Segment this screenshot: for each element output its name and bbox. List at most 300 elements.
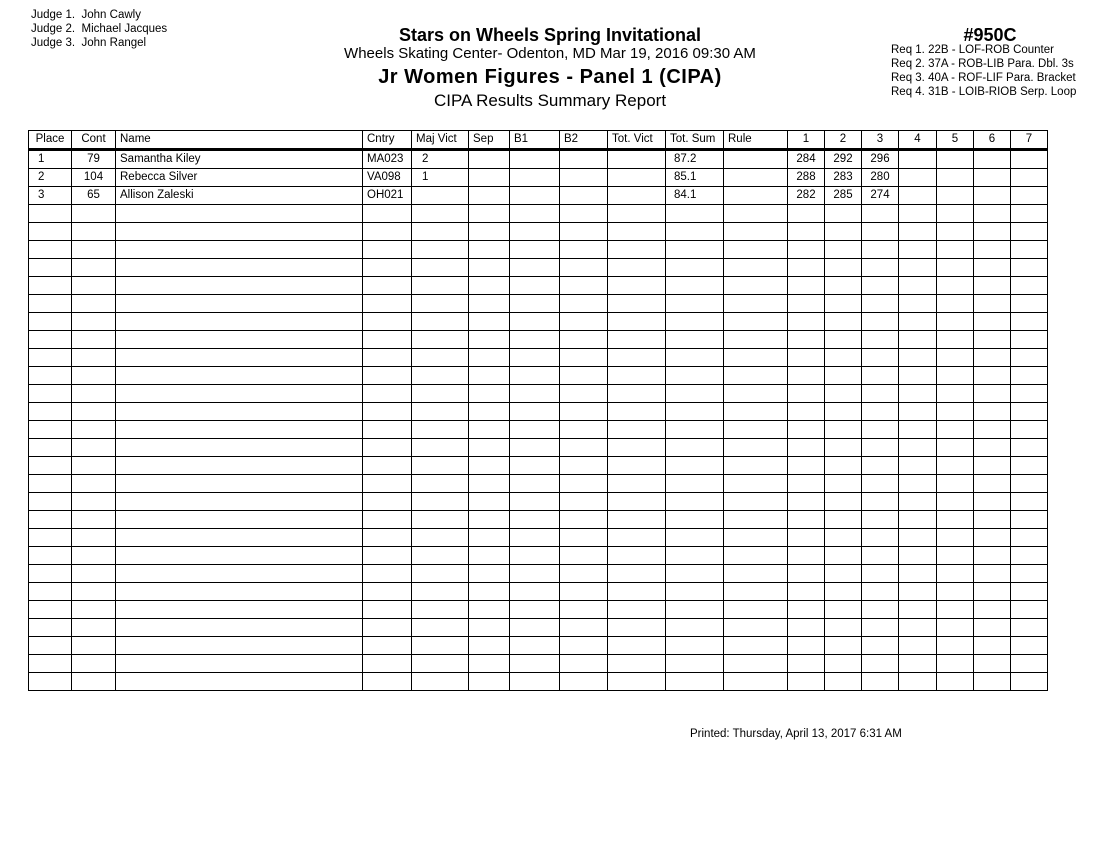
cell-b1: [510, 169, 560, 187]
empty-cell: [666, 601, 724, 619]
column-header: Rule: [724, 131, 788, 150]
empty-cell: [29, 313, 72, 331]
empty-cell: [116, 547, 363, 565]
empty-cell: [363, 511, 412, 529]
empty-cell: [1011, 619, 1048, 637]
empty-cell: [560, 601, 608, 619]
empty-cell: [469, 511, 510, 529]
column-header: 2: [825, 131, 862, 150]
empty-cell: [608, 565, 666, 583]
empty-cell: [469, 367, 510, 385]
empty-cell: [608, 457, 666, 475]
empty-cell: [724, 241, 788, 259]
empty-cell: [29, 277, 72, 295]
cell-cont: 79: [72, 150, 116, 169]
empty-cell: [560, 439, 608, 457]
empty-cell: [116, 313, 363, 331]
empty-cell: [1011, 295, 1048, 313]
empty-cell: [510, 277, 560, 295]
empty-cell: [724, 637, 788, 655]
empty-cell: [974, 223, 1011, 241]
empty-cell: [974, 637, 1011, 655]
empty-cell: [510, 511, 560, 529]
empty-cell: [469, 349, 510, 367]
empty-cell: [412, 385, 469, 403]
empty-cell: [1011, 565, 1048, 583]
empty-cell: [666, 457, 724, 475]
empty-cell: [29, 619, 72, 637]
empty-cell: [724, 403, 788, 421]
empty-cell: [560, 241, 608, 259]
empty-cell: [72, 331, 116, 349]
empty-cell: [469, 313, 510, 331]
empty-cell: [608, 223, 666, 241]
cell-s3: 280: [862, 169, 899, 187]
empty-cell: [363, 655, 412, 673]
empty-cell: [72, 475, 116, 493]
empty-cell: [469, 457, 510, 475]
empty-cell: [862, 241, 899, 259]
empty-cell: [937, 493, 974, 511]
empty-table-row: [29, 313, 1048, 331]
empty-cell: [29, 655, 72, 673]
empty-cell: [412, 295, 469, 313]
empty-cell: [666, 547, 724, 565]
empty-cell: [72, 349, 116, 367]
empty-cell: [825, 205, 862, 223]
empty-cell: [72, 673, 116, 691]
empty-table-row: [29, 331, 1048, 349]
empty-cell: [116, 421, 363, 439]
cell-name: Allison Zaleski: [116, 187, 363, 205]
empty-cell: [412, 349, 469, 367]
cell-s2: 285: [825, 187, 862, 205]
cell-place: 3: [29, 187, 72, 205]
column-header: 7: [1011, 131, 1048, 150]
empty-cell: [469, 637, 510, 655]
empty-cell: [469, 493, 510, 511]
empty-cell: [560, 529, 608, 547]
empty-table-row: [29, 655, 1048, 673]
cell-rule: [724, 169, 788, 187]
empty-cell: [788, 421, 825, 439]
empty-cell: [788, 565, 825, 583]
cell-maj-vict: 1: [412, 169, 469, 187]
empty-table-row: [29, 583, 1048, 601]
column-header: 3: [862, 131, 899, 150]
cell-cont: 104: [72, 169, 116, 187]
empty-cell: [724, 313, 788, 331]
empty-cell: [974, 331, 1011, 349]
empty-cell: [560, 493, 608, 511]
empty-cell: [724, 295, 788, 313]
empty-cell: [412, 655, 469, 673]
empty-table-row: [29, 385, 1048, 403]
empty-cell: [666, 367, 724, 385]
empty-cell: [412, 529, 469, 547]
empty-cell: [1011, 457, 1048, 475]
report-title: CIPA Results Summary Report: [433, 91, 667, 110]
cell-sep: [469, 150, 510, 169]
empty-cell: [29, 547, 72, 565]
empty-cell: [363, 385, 412, 403]
empty-cell: [116, 583, 363, 601]
empty-cell: [510, 241, 560, 259]
empty-cell: [899, 313, 937, 331]
empty-table-row: [29, 619, 1048, 637]
empty-cell: [116, 493, 363, 511]
empty-cell: [666, 385, 724, 403]
requirement-4: Req 4. 31B - LOIB-RIOB Serp. Loop: [891, 86, 1077, 98]
empty-cell: [974, 277, 1011, 295]
cell-s4: [899, 187, 937, 205]
empty-cell: [469, 205, 510, 223]
cell-tot-sum: 84.1: [666, 187, 724, 205]
empty-cell: [608, 295, 666, 313]
empty-cell: [412, 205, 469, 223]
cell-s6: [974, 187, 1011, 205]
empty-cell: [116, 457, 363, 475]
empty-cell: [899, 655, 937, 673]
empty-cell: [825, 241, 862, 259]
empty-table-row: [29, 223, 1048, 241]
empty-cell: [666, 475, 724, 493]
cell-cntry: VA098: [363, 169, 412, 187]
empty-cell: [510, 205, 560, 223]
cell-s5: [937, 150, 974, 169]
empty-cell: [899, 295, 937, 313]
empty-cell: [72, 277, 116, 295]
empty-cell: [788, 205, 825, 223]
empty-cell: [72, 439, 116, 457]
cell-cntry: MA023: [363, 150, 412, 169]
empty-cell: [72, 313, 116, 331]
empty-cell: [116, 619, 363, 637]
empty-cell: [899, 637, 937, 655]
empty-cell: [825, 295, 862, 313]
empty-cell: [72, 403, 116, 421]
empty-cell: [825, 277, 862, 295]
empty-cell: [72, 619, 116, 637]
empty-cell: [724, 475, 788, 493]
empty-cell: [608, 493, 666, 511]
empty-cell: [825, 529, 862, 547]
empty-cell: [608, 511, 666, 529]
empty-cell: [1011, 259, 1048, 277]
cell-s5: [937, 169, 974, 187]
empty-cell: [937, 295, 974, 313]
empty-cell: [974, 421, 1011, 439]
empty-cell: [29, 403, 72, 421]
column-header: Tot. Vict: [608, 131, 666, 150]
cell-s1: 288: [788, 169, 825, 187]
empty-cell: [510, 547, 560, 565]
empty-cell: [825, 259, 862, 277]
empty-cell: [412, 583, 469, 601]
empty-cell: [116, 475, 363, 493]
empty-cell: [412, 511, 469, 529]
empty-cell: [825, 403, 862, 421]
empty-cell: [560, 673, 608, 691]
empty-cell: [608, 439, 666, 457]
empty-cell: [825, 421, 862, 439]
cell-s1: 282: [788, 187, 825, 205]
empty-cell: [363, 205, 412, 223]
cell-rule: [724, 187, 788, 205]
empty-cell: [937, 223, 974, 241]
empty-cell: [29, 439, 72, 457]
empty-cell: [825, 565, 862, 583]
empty-cell: [899, 439, 937, 457]
printed-timestamp: Printed: Thursday, April 13, 2017 6:31 AM: [690, 728, 902, 740]
empty-cell: [937, 385, 974, 403]
empty-cell: [469, 295, 510, 313]
empty-cell: [862, 367, 899, 385]
empty-cell: [724, 619, 788, 637]
empty-cell: [666, 295, 724, 313]
empty-cell: [825, 475, 862, 493]
empty-cell: [862, 439, 899, 457]
empty-cell: [899, 421, 937, 439]
empty-cell: [862, 619, 899, 637]
empty-cell: [412, 277, 469, 295]
empty-cell: [862, 403, 899, 421]
empty-cell: [510, 367, 560, 385]
empty-cell: [937, 313, 974, 331]
venue-datetime: Wheels Skating Center- Odenton, MD Mar 19, 2016 09:30 AM: [344, 45, 756, 62]
empty-cell: [937, 529, 974, 547]
empty-table-row: [29, 637, 1048, 655]
empty-cell: [974, 259, 1011, 277]
empty-cell: [974, 475, 1011, 493]
empty-cell: [1011, 439, 1048, 457]
empty-cell: [974, 313, 1011, 331]
empty-cell: [1011, 385, 1048, 403]
empty-cell: [510, 565, 560, 583]
empty-cell: [469, 403, 510, 421]
empty-cell: [825, 619, 862, 637]
empty-cell: [29, 241, 72, 259]
empty-cell: [974, 349, 1011, 367]
cell-s7: [1011, 150, 1048, 169]
table-row: [29, 150, 1048, 169]
empty-cell: [29, 331, 72, 349]
empty-cell: [862, 601, 899, 619]
empty-cell: [363, 457, 412, 475]
empty-cell: [825, 493, 862, 511]
empty-cell: [560, 277, 608, 295]
empty-cell: [862, 331, 899, 349]
empty-cell: [1011, 367, 1048, 385]
empty-cell: [724, 511, 788, 529]
empty-cell: [560, 637, 608, 655]
event-title: Jr Women Figures - Panel 1 (CIPA): [378, 66, 722, 88]
empty-cell: [72, 367, 116, 385]
empty-cell: [608, 583, 666, 601]
empty-table-row: [29, 241, 1048, 259]
empty-cell: [560, 385, 608, 403]
empty-cell: [937, 259, 974, 277]
empty-cell: [937, 241, 974, 259]
empty-cell: [788, 385, 825, 403]
empty-cell: [608, 313, 666, 331]
empty-cell: [974, 511, 1011, 529]
empty-cell: [469, 565, 510, 583]
empty-cell: [862, 583, 899, 601]
empty-cell: [560, 349, 608, 367]
cell-maj-vict: 2: [412, 150, 469, 169]
empty-cell: [788, 601, 825, 619]
cell-s3: 296: [862, 150, 899, 169]
empty-cell: [116, 295, 363, 313]
empty-cell: [788, 493, 825, 511]
empty-cell: [899, 565, 937, 583]
empty-cell: [72, 511, 116, 529]
empty-cell: [560, 583, 608, 601]
cell-s3: 274: [862, 187, 899, 205]
empty-cell: [469, 475, 510, 493]
table-row: [29, 169, 1048, 187]
empty-cell: [363, 421, 412, 439]
empty-cell: [666, 655, 724, 673]
empty-cell: [724, 205, 788, 223]
empty-cell: [666, 493, 724, 511]
empty-cell: [510, 349, 560, 367]
empty-cell: [937, 655, 974, 673]
empty-cell: [560, 511, 608, 529]
empty-cell: [899, 493, 937, 511]
empty-cell: [825, 313, 862, 331]
empty-cell: [608, 349, 666, 367]
empty-cell: [116, 385, 363, 403]
empty-cell: [29, 583, 72, 601]
empty-cell: [666, 583, 724, 601]
empty-cell: [974, 619, 1011, 637]
empty-cell: [510, 475, 560, 493]
column-header: 4: [899, 131, 937, 150]
empty-cell: [560, 619, 608, 637]
empty-cell: [510, 313, 560, 331]
empty-cell: [469, 331, 510, 349]
empty-cell: [116, 673, 363, 691]
empty-cell: [72, 259, 116, 277]
empty-table-row: [29, 511, 1048, 529]
empty-cell: [937, 205, 974, 223]
empty-cell: [862, 295, 899, 313]
empty-cell: [862, 673, 899, 691]
empty-cell: [363, 439, 412, 457]
empty-cell: [412, 619, 469, 637]
cell-s2: 283: [825, 169, 862, 187]
cell-s4: [899, 169, 937, 187]
empty-cell: [510, 655, 560, 673]
empty-cell: [363, 367, 412, 385]
empty-cell: [899, 457, 937, 475]
empty-cell: [666, 403, 724, 421]
empty-cell: [510, 331, 560, 349]
empty-cell: [862, 457, 899, 475]
empty-cell: [862, 277, 899, 295]
empty-cell: [825, 223, 862, 241]
empty-table-row: [29, 367, 1048, 385]
empty-cell: [363, 295, 412, 313]
empty-cell: [469, 421, 510, 439]
empty-cell: [974, 673, 1011, 691]
empty-cell: [469, 529, 510, 547]
empty-cell: [899, 331, 937, 349]
empty-cell: [974, 205, 1011, 223]
empty-cell: [666, 637, 724, 655]
cell-tot-vict: [608, 169, 666, 187]
empty-cell: [510, 457, 560, 475]
empty-cell: [724, 565, 788, 583]
empty-cell: [412, 475, 469, 493]
empty-cell: [469, 439, 510, 457]
empty-cell: [72, 295, 116, 313]
cell-rule: [724, 150, 788, 169]
empty-cell: [862, 223, 899, 241]
empty-cell: [363, 277, 412, 295]
empty-cell: [412, 331, 469, 349]
empty-cell: [825, 385, 862, 403]
empty-cell: [363, 493, 412, 511]
empty-cell: [666, 241, 724, 259]
empty-cell: [899, 223, 937, 241]
empty-cell: [937, 511, 974, 529]
empty-cell: [666, 223, 724, 241]
empty-cell: [666, 511, 724, 529]
empty-cell: [724, 349, 788, 367]
empty-cell: [560, 313, 608, 331]
cell-sep: [469, 169, 510, 187]
empty-cell: [788, 349, 825, 367]
cell-tot-vict: [608, 187, 666, 205]
empty-cell: [608, 529, 666, 547]
empty-cell: [72, 637, 116, 655]
empty-cell: [1011, 529, 1048, 547]
cell-sep: [469, 187, 510, 205]
empty-cell: [469, 673, 510, 691]
empty-cell: [363, 259, 412, 277]
results-table: [28, 130, 1048, 691]
empty-cell: [937, 277, 974, 295]
empty-table-row: [29, 673, 1048, 691]
empty-cell: [899, 511, 937, 529]
empty-cell: [608, 421, 666, 439]
empty-cell: [974, 601, 1011, 619]
empty-cell: [899, 403, 937, 421]
empty-cell: [862, 475, 899, 493]
empty-cell: [1011, 475, 1048, 493]
empty-cell: [974, 655, 1011, 673]
column-header: B2: [560, 131, 608, 150]
judges-list: [31, 8, 167, 50]
empty-cell: [724, 457, 788, 475]
empty-cell: [469, 277, 510, 295]
empty-cell: [116, 349, 363, 367]
cell-s5: [937, 187, 974, 205]
empty-cell: [116, 223, 363, 241]
empty-cell: [937, 457, 974, 475]
empty-cell: [412, 547, 469, 565]
cell-b2: [560, 187, 608, 205]
cell-s2: 292: [825, 150, 862, 169]
empty-cell: [72, 529, 116, 547]
empty-cell: [412, 493, 469, 511]
empty-cell: [974, 403, 1011, 421]
empty-cell: [363, 547, 412, 565]
empty-table-row: [29, 439, 1048, 457]
